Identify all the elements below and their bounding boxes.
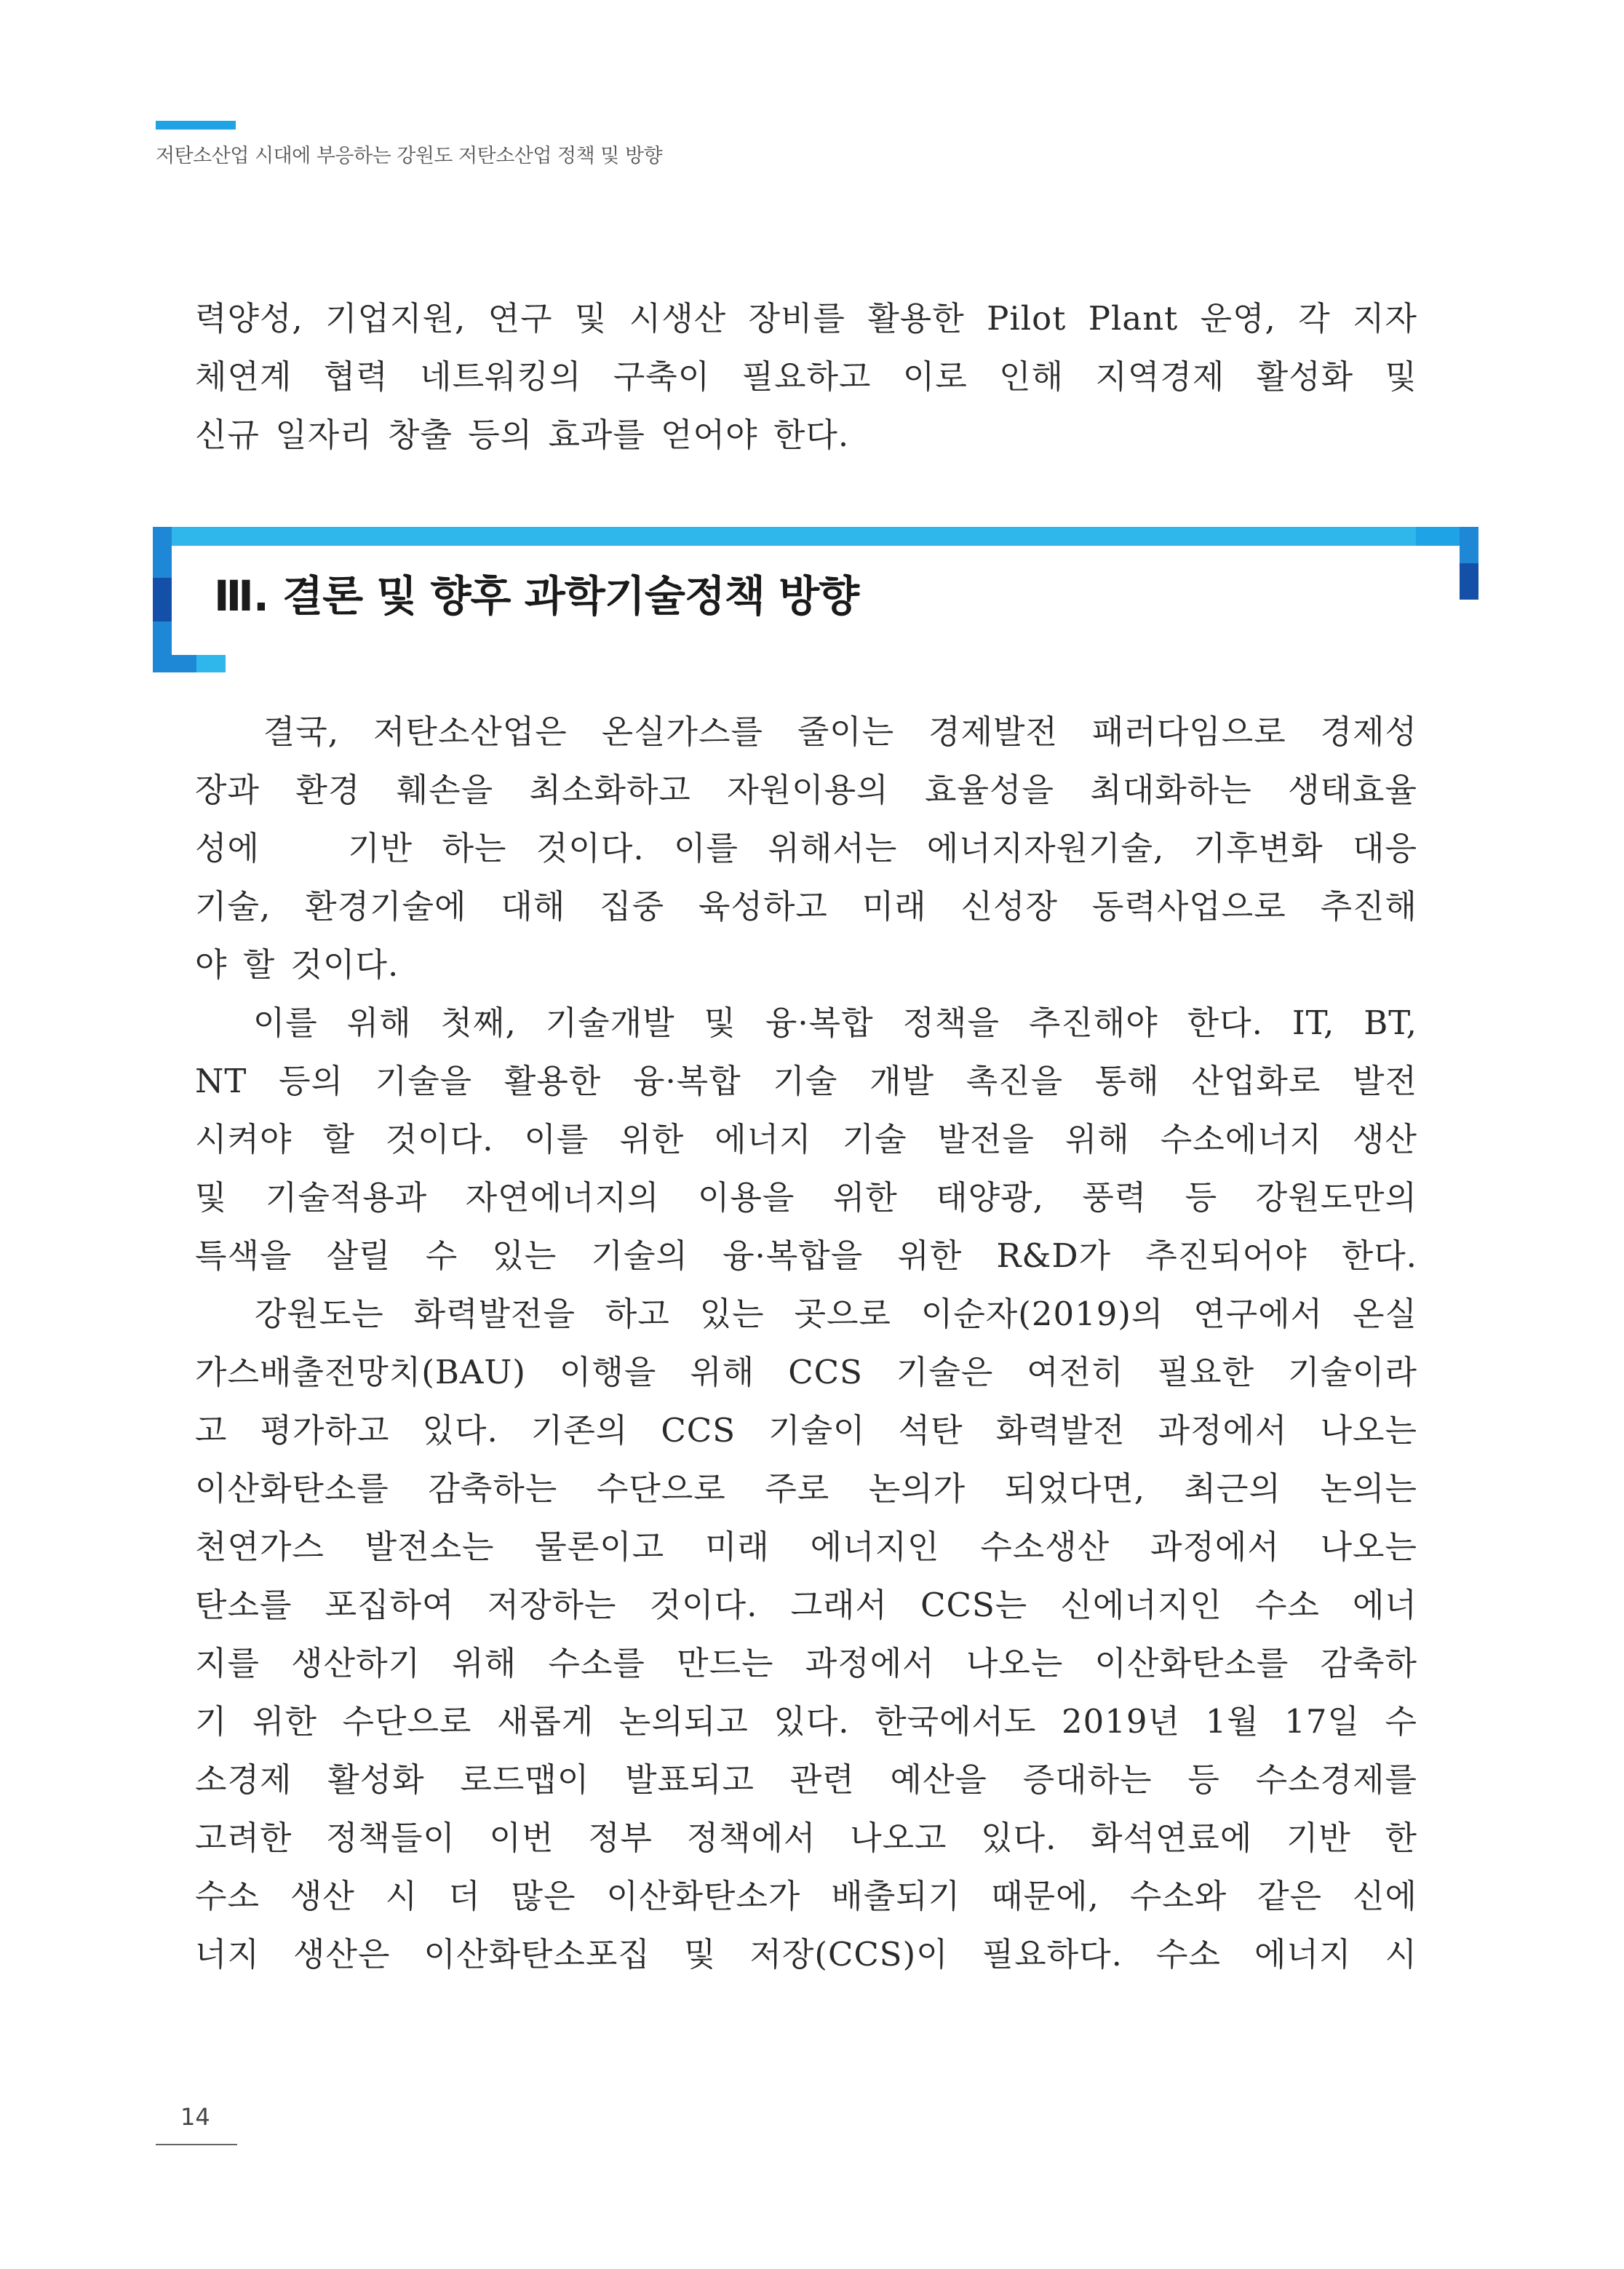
- section-title: Ⅲ. 결론 및 향후 과학기술정책 방향: [214, 571, 859, 621]
- text-line: 야 할 것이다.: [195, 945, 399, 984]
- section-right-accent: [1460, 563, 1478, 600]
- section-top-right-accent: [1416, 527, 1460, 546]
- intro-paragraph: [195, 290, 1417, 464]
- section-left-accent: [153, 578, 172, 621]
- text-line: 결국, 저탄소산업은 온실가스를 줄이는 경제발전 패러다임으로 경제성: [195, 712, 1417, 751]
- footer-rule: [156, 2144, 237, 2145]
- text-line: 너지 생산은 이산화탄소포집 및 저장(CCS)이 필요하다. 수소 에너지 시: [195, 1935, 1417, 1974]
- text-line: 체연계 협력 네트워킹의 구축이 필요하고 이로 인해 지역경제 활성화 및: [195, 357, 1417, 396]
- body-paragraph-3: [195, 1285, 1417, 1984]
- text-line: 신규 일자리 창출 등의 효과를 얻어야 한다.: [195, 416, 850, 454]
- text-line: 특색을 살릴 수 있는 기술의 융·복합을 위한 R&D가 추진되어야 한다.: [195, 1236, 1417, 1275]
- header-accent-bar: [156, 121, 236, 130]
- body-paragraph-1: [195, 703, 1417, 994]
- text-line: 강원도는 화력발전을 하고 있는 곳으로 이순자(2019)의 연구에서 온실: [195, 1295, 1417, 1333]
- text-line: 수소 생산 시 더 많은 이산화탄소가 배출되기 때문에, 수소와 같은 신에: [195, 1877, 1417, 1915]
- text-line: 고려한 정책들이 이번 정부 정책에서 나오고 있다. 화석연료에 기반 한: [195, 1819, 1417, 1857]
- text-line: 및 기술적용과 자연에너지의 이용을 위한 태양광, 풍력 등 강원도만의: [195, 1178, 1417, 1217]
- section-top-bar: [153, 527, 1478, 546]
- text-line: 이를 위해 첫째, 기술개발 및 융·복합 정책을 추진해야 한다. IT, BT,: [195, 1004, 1417, 1042]
- text-line: 기술, 환경기술에 대해 집중 육성하고 미래 신성장 동력사업으로 추진해: [195, 887, 1417, 926]
- section-bottom-accent: [153, 655, 196, 672]
- text-line: 력양성, 기업지원, 연구 및 시생산 장비를 활용한 Pilot Plant 운영, 각 지자: [195, 299, 1417, 338]
- text-line: 이산화탄소를 감축하는 수단으로 주로 논의가 되었다면, 최근의 논의는: [195, 1469, 1417, 1508]
- section-heading-frame: [153, 527, 1478, 672]
- text-line: 천연가스 발전소는 물론이고 미래 에너지인 수소생산 과정에서 나오는: [195, 1527, 1417, 1566]
- text-line: 성에 기반 하는 것이다. 이를 위해서는 에너지자원기술, 기후변화 대응: [195, 829, 1417, 867]
- text-line: 기 위한 수단으로 새롭게 논의되고 있다. 한국에서도 2019년 1월 17일 수: [195, 1702, 1417, 1741]
- running-header: 저탄소산업 시대에 부응하는 강원도 저탄소산업 정책 및 방향: [156, 145, 663, 167]
- text-line: 탄소를 포집하여 저장하는 것이다. 그래서 CCS는 신에너지인 수소 에너: [195, 1586, 1417, 1624]
- text-line: 고 평가하고 있다. 기존의 CCS 기술이 석탄 화력발전 과정에서 나오는: [195, 1411, 1417, 1450]
- text-line: 장과 환경 훼손을 최소화하고 자원이용의 효율성을 최대화하는 생태효율: [195, 771, 1417, 809]
- text-line: 가스배출전망치(BAU) 이행을 위해 CCS 기술은 여전히 필요한 기술이라: [195, 1353, 1417, 1391]
- text-line: 시켜야 할 것이다. 이를 위한 에너지 기술 발전을 위해 수소에너지 생산: [195, 1120, 1417, 1159]
- text-line: NT 등의 기술을 활용한 융·복합 기술 개발 촉진을 통해 산업화로 발전: [195, 1062, 1417, 1100]
- text-line: 지를 생산하기 위해 수소를 만드는 과정에서 나오는 이산화탄소를 감축하: [195, 1644, 1417, 1682]
- page-number: 14: [180, 2103, 210, 2131]
- text-line: 소경제 활성화 로드맵이 발표되고 관련 예산을 증대하는 등 수소경제를: [195, 1760, 1417, 1799]
- body-paragraph-2: [195, 994, 1417, 1285]
